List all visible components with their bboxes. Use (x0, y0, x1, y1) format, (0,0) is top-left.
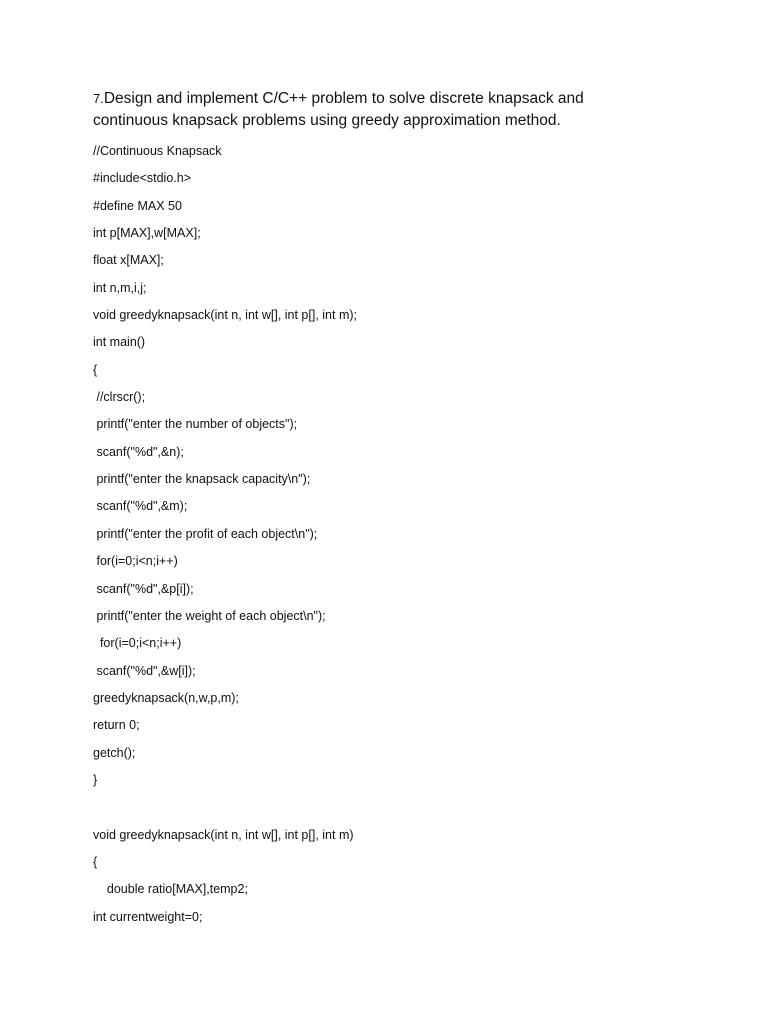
code-line-17: scanf("%d",&p[i]); (93, 581, 194, 596)
code-line-5: float x[MAX]; (93, 253, 164, 268)
code-line-18: printf("enter the weight of each object\n"); (93, 608, 326, 623)
heading-line-1 (93, 88, 693, 110)
document-heading (93, 88, 693, 132)
code-line-19: for(i=0;i<n;i++) (93, 636, 182, 651)
code-line-27: { (93, 854, 98, 869)
code-line-14: scanf("%d",&m); (93, 499, 188, 514)
code-line-25-blank (93, 798, 357, 825)
code-line-28: double ratio[MAX],temp2; (93, 882, 248, 897)
code-line-6: int n,m,i,j; (93, 280, 147, 295)
heading-line-2: continuous knapsack problems using greedy approximation method. (93, 112, 561, 129)
code-line-8: int main() (93, 335, 146, 350)
code-line-29: int currentweight=0; (93, 909, 203, 924)
code-line-15: printf("enter the profit of each object\n"); (93, 526, 318, 541)
code-line-13: printf("enter the knapsack capacity\n"); (93, 472, 311, 487)
code-line-20: scanf("%d",&w[i]); (93, 663, 196, 678)
code-line-24: } (93, 772, 98, 787)
code-line-23: getch(); (93, 745, 136, 760)
heading-text-1: Design and implement C/C++ problem to solve discrete knapsack and (103, 90, 584, 107)
code-line-4: int p[MAX],w[MAX]; (93, 226, 201, 241)
code-line-7: void greedyknapsack(int n, int w[], int p[], int m); (93, 308, 358, 323)
code-line-22: return 0; (93, 718, 140, 733)
code-line-21: greedyknapsack(n,w,p,m); (93, 690, 239, 705)
code-line-10: //clrscr(); (93, 390, 146, 405)
code-line-9: { (93, 362, 98, 377)
code-listing (93, 142, 357, 935)
code-line-11: printf("enter the number of objects"); (93, 417, 298, 432)
heading-number: 7. (93, 91, 104, 106)
code-line-16: for(i=0;i<n;i++) (93, 554, 178, 569)
code-line-12: scanf("%d",&n); (93, 444, 184, 459)
code-line-26: void greedyknapsack(int n, int w[], int p[], int m) (93, 827, 354, 842)
code-line-1: //Continuous Knapsack (93, 144, 222, 158)
code-line-2: #include<stdio.h> (93, 171, 191, 186)
code-line-3: #define MAX 50 (93, 198, 182, 213)
